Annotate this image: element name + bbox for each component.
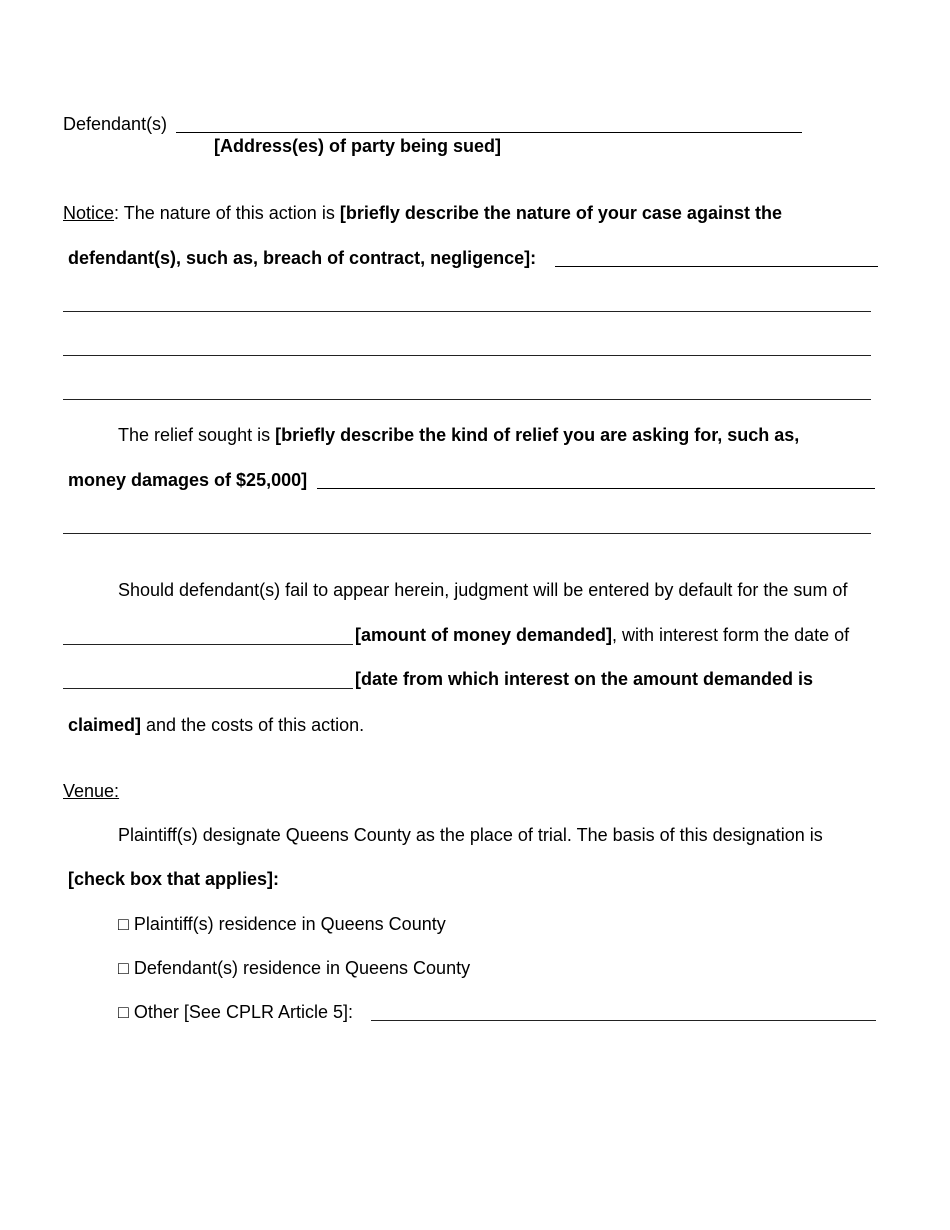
relief-intro: The relief sought is <box>118 425 276 445</box>
venue-line-1: Plaintiff(s) designate Queens County as the place of trial. The basis of this designation is <box>118 825 823 845</box>
relief-blank-1[interactable] <box>317 488 875 489</box>
checkbox-icon[interactable]: □ <box>118 1002 129 1022</box>
notice-blank-3[interactable] <box>63 355 871 356</box>
defendant-blank[interactable] <box>176 132 802 133</box>
relief-hint-1: [briefly describe the kind of relief you are asking for, such as, <box>275 425 800 445</box>
amount-hint: [amount of money demanded] <box>355 625 613 645</box>
notice-blank-1[interactable] <box>555 266 878 267</box>
notice-heading: Notice <box>63 203 115 223</box>
venue-check-hint: [check box that applies]: <box>68 869 280 889</box>
notice-line-1 <box>63 203 782 223</box>
checkbox-icon[interactable]: □ <box>118 958 129 978</box>
default-line-4 <box>68 715 364 735</box>
notice-hint-2: defendant(s), such as, breach of contract, negligence]: <box>68 248 537 268</box>
relief-blank-2[interactable] <box>63 533 871 534</box>
notice-intro: : The nature of this action is <box>114 203 340 223</box>
date-hint-1: [date from which interest on the amount demanded is <box>355 669 814 689</box>
venue-option-defendant[interactable] <box>118 958 470 978</box>
notice-blank-2[interactable] <box>63 311 871 312</box>
amount-tail: , with interest form the date of <box>612 625 850 645</box>
default-line-2 <box>355 625 849 645</box>
date-tail: and the costs of this action. <box>141 715 365 735</box>
checkbox-icon[interactable]: □ <box>118 914 129 934</box>
default-line-1: Should defendant(s) fail to appear herein, judgment will be entered by default for the sum of <box>118 580 848 600</box>
venue-option-label: Other [See CPLR Article 5]: <box>133 1002 353 1022</box>
defendant-label: Defendant(s) <box>63 114 168 134</box>
venue-option-plaintiff[interactable] <box>118 914 446 934</box>
venue-other-blank[interactable] <box>371 1020 876 1021</box>
date-hint-2: claimed] <box>68 715 142 735</box>
venue-option-other[interactable] <box>118 1002 353 1022</box>
notice-hint-1: [briefly describe the nature of your case against the <box>339 203 782 223</box>
amount-blank[interactable] <box>63 644 353 645</box>
defendant-address-hint: [Address(es) of party being sued] <box>214 136 502 156</box>
relief-line-1 <box>118 425 799 445</box>
venue-heading: Venue: <box>63 781 120 801</box>
venue-option-label: Defendant(s) residence in Queens County <box>133 958 471 978</box>
relief-hint-2: money damages of $25,000] <box>68 470 308 490</box>
notice-blank-4[interactable] <box>63 399 871 400</box>
venue-option-label: Plaintiff(s) residence in Queens County <box>133 914 446 934</box>
date-blank[interactable] <box>63 688 353 689</box>
